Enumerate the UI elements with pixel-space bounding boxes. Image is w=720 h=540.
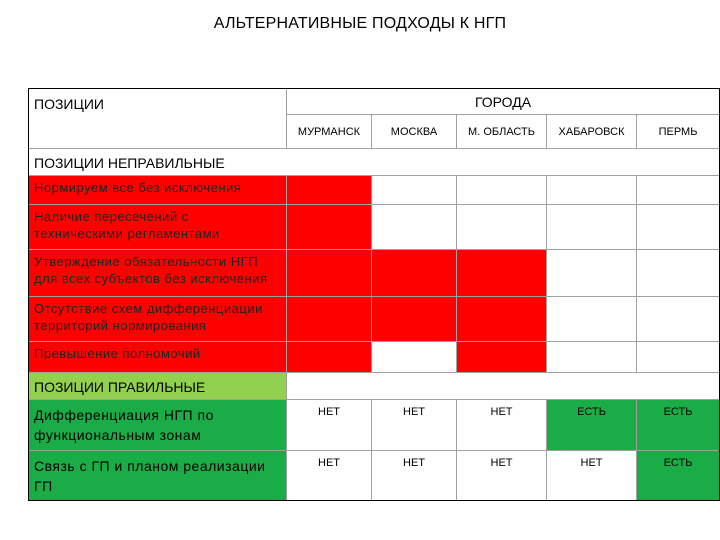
city-name: ХАБАРОВСК bbox=[558, 125, 625, 138]
wrong-row-label-cell bbox=[28, 297, 287, 342]
city-header-cell bbox=[637, 115, 720, 149]
empty-cell bbox=[637, 342, 720, 373]
empty-cell bbox=[547, 176, 637, 205]
right-section-title: ПОЗИЦИИ ПРАВИЛЬНЫЕ bbox=[34, 379, 206, 395]
value-text: НЕТ bbox=[318, 457, 340, 469]
value-text: ЕСТЬ bbox=[577, 406, 606, 418]
city-name: МОСКВА bbox=[390, 125, 438, 138]
city-header-cell bbox=[457, 115, 547, 149]
value-cell bbox=[457, 400, 547, 451]
wrong-row-label: Утверждение обязательности НГП для всех субъектов без исключения bbox=[34, 254, 268, 286]
empty-cell bbox=[372, 176, 457, 205]
empty-cell bbox=[547, 342, 637, 373]
value-text: НЕТ bbox=[403, 406, 425, 418]
marked-cell bbox=[372, 297, 457, 342]
empty-cell bbox=[637, 297, 720, 342]
marked-cell bbox=[287, 297, 372, 342]
right-section-cell bbox=[28, 373, 287, 400]
value-cell bbox=[547, 451, 637, 501]
marked-cell bbox=[372, 250, 457, 297]
city-header-cell bbox=[547, 115, 637, 149]
city-name: ПЕРМЬ bbox=[658, 125, 698, 138]
value-text: НЕТ bbox=[490, 457, 513, 469]
marked-cell bbox=[457, 297, 547, 342]
right-row-label: Связь с ГП и планом реализации ГП bbox=[34, 458, 266, 495]
value-cell bbox=[457, 451, 547, 501]
wrong-section-title: ПОЗИЦИИ НЕПРАВИЛЬНЫЕ bbox=[34, 155, 225, 171]
right-row-label: Дифференциация НГП по функциональным зонам bbox=[34, 407, 214, 444]
value-cell bbox=[637, 400, 720, 451]
city-header-cell bbox=[287, 115, 372, 149]
empty-cell bbox=[547, 250, 637, 297]
wrong-section-cell bbox=[28, 149, 720, 176]
marked-cell bbox=[457, 342, 547, 373]
empty-cell bbox=[457, 176, 547, 205]
marked-cell bbox=[287, 250, 372, 297]
empty-cell bbox=[372, 205, 457, 250]
empty-cell bbox=[637, 250, 720, 297]
city-header-cell bbox=[372, 115, 457, 149]
empty-cell bbox=[637, 205, 720, 250]
city-name: М. ОБЛАСТЬ bbox=[468, 125, 535, 138]
value-cell bbox=[287, 451, 372, 501]
wrong-row-label: Превышение полномочий bbox=[34, 346, 201, 361]
positions-header-cell bbox=[28, 88, 287, 149]
marked-cell bbox=[287, 176, 372, 205]
value-cell bbox=[287, 400, 372, 451]
wrong-row-label: Нормируем все без исключения bbox=[34, 180, 242, 195]
right-row-label-cell bbox=[28, 400, 287, 451]
value-text: НЕТ bbox=[490, 406, 513, 418]
value-cell bbox=[547, 400, 637, 451]
cities-header-cell bbox=[287, 88, 720, 115]
value-text: НЕТ bbox=[403, 457, 425, 469]
empty-cell bbox=[457, 205, 547, 250]
marked-cell bbox=[457, 250, 547, 297]
value-cell bbox=[372, 400, 457, 451]
page-title: АЛЬТЕРНАТИВНЫЕ ПОДХОДЫ К НГП bbox=[213, 15, 507, 32]
value-text: НЕТ bbox=[318, 406, 340, 418]
value-text: ЕСТЬ bbox=[663, 406, 693, 418]
empty-cell bbox=[547, 205, 637, 250]
value-text: НЕТ bbox=[580, 457, 603, 469]
wrong-row-label-cell bbox=[28, 250, 287, 297]
wrong-row-label-cell bbox=[28, 205, 287, 250]
wrong-row-label-cell bbox=[28, 176, 287, 205]
positions-header: ПОЗИЦИИ bbox=[34, 96, 104, 112]
empty-cell bbox=[547, 297, 637, 342]
wrong-row-label-cell bbox=[28, 342, 287, 373]
wrong-row-label: Наличие пересечений с техническими регламентами bbox=[34, 209, 220, 241]
wrong-row-label: Отсутствие схем дифференциации территорий нормирования bbox=[34, 301, 263, 333]
city-name: МУРМАНСК bbox=[297, 125, 361, 138]
empty-cell bbox=[372, 342, 457, 373]
marked-cell bbox=[287, 205, 372, 250]
value-cell bbox=[372, 451, 457, 501]
cities-header: ГОРОДА bbox=[474, 94, 532, 110]
marked-cell bbox=[287, 342, 372, 373]
right-section-spacer bbox=[287, 373, 720, 400]
value-text: ЕСТЬ bbox=[663, 457, 693, 469]
right-row-label-cell bbox=[28, 451, 287, 501]
value-cell bbox=[637, 451, 720, 501]
empty-cell bbox=[637, 176, 720, 205]
